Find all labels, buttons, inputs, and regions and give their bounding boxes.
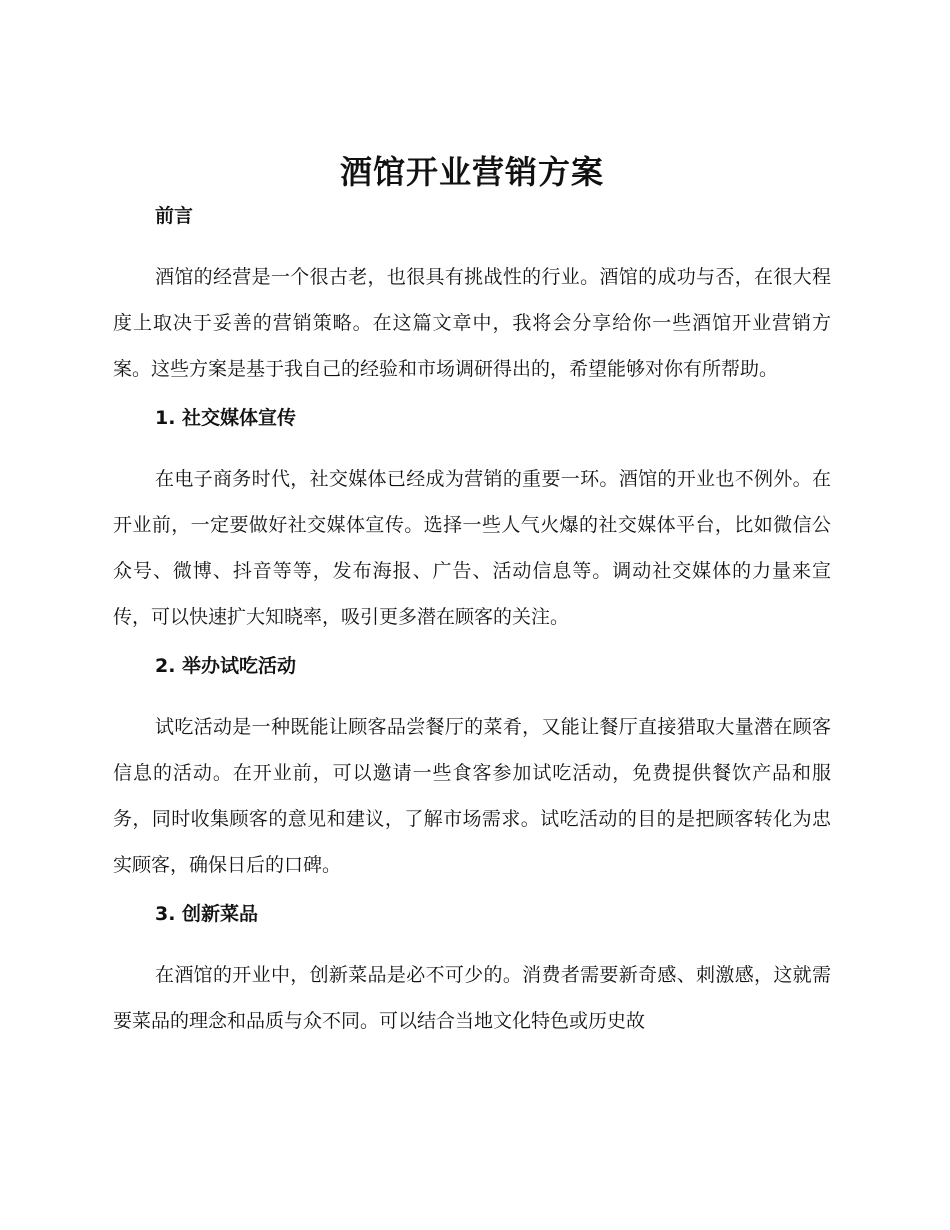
section-paragraph-tasting-event: 试吃活动是一种既能让顾客品尝餐厅的菜肴，又能让餐厅直接猎取大量潜在顾客信息的活动。在开业前，可以邀请一些食客参加试吃活动，免费提供餐饮产品和服务，同时收集顾客的意见和建议，了解市场需求。试吃活动的目的是把顾客转化为忠实顾客，确保日后的口碑。 [113, 716, 831, 876]
section-paragraph-innovative-dishes: 在酒馆的开业中，创新菜品是必不可少的。消费者需要新奇感、刺激感，这就需要菜品的理念和品质与众不同。可以结合当地文化特色或历史故 [113, 964, 831, 1032]
section-heading-tasting-event: 2. 举办试吃活动 [155, 655, 297, 677]
section-heading-social-media: 1. 社交媒体宣传 [155, 407, 297, 429]
section-heading-innovative-dishes: 3. 创新菜品 [155, 903, 259, 925]
document-title: 酒馆开业营销方案 [339, 153, 604, 191]
section-heading-preface: 前言 [155, 205, 194, 227]
section-paragraph-social-media: 在电子商务时代，社交媒体已经成为营销的重要一环。酒馆的开业也不例外。在开业前，一定要做好社交媒体宣传。选择一些人气火爆的社交媒体平台，比如微信公众号、微博、抖音等等，发布海报、广告、活动信息等。调动社交媒体的力量来宣传，可以快速扩大知晓率，吸引更多潜在顾客的关注。 [113, 468, 831, 628]
section-paragraph-preface: 酒馆的经营是一个很古老，也很具有挑战性的行业。酒馆的成功与否，在很大程度上取决于妥善的营销策略。在这篇文章中，我将会分享给你一些酒馆开业营销方案。这些方案是基于我自己的经验和市场调研得出的，希望能够对你有所帮助。 [113, 266, 831, 380]
document-body [113, 150, 831, 1050]
